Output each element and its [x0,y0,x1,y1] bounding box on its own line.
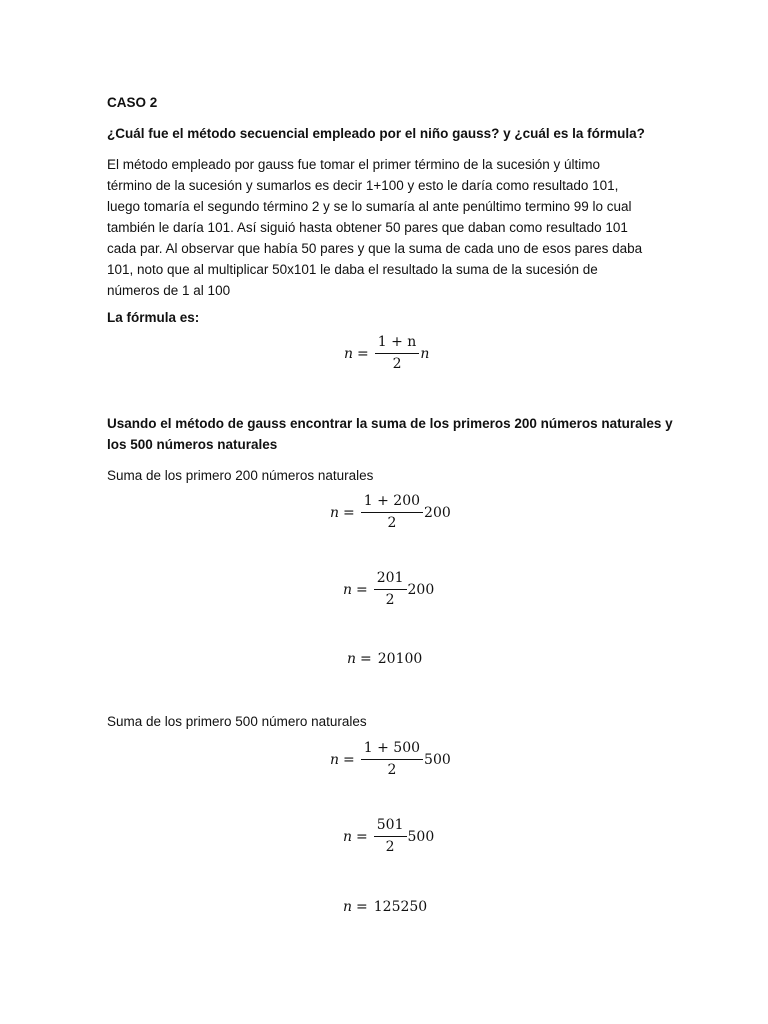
gauss-formula [344,334,429,373]
explanation-paragraph [107,154,667,301]
equals-sign: = [356,581,368,598]
formula-multiplier: n [420,345,430,362]
task-heading [107,413,673,455]
equation-lhs: n [330,504,340,521]
question-heading: ¿Cuál fue el método secuencial empleado por el niño gauss? y ¿cuál es la fórmula? [107,126,645,141]
equation-lhs: n [343,581,353,598]
formula-fraction [375,334,420,373]
equals-sign: = [356,899,368,915]
sum200-equation-step2 [343,570,434,609]
equation-lhs: n [343,828,353,845]
equation-lhs: n [343,899,353,915]
result-value: 20100 [377,651,423,667]
sum500-label: Suma de los primero 500 número naturales [107,714,367,729]
explanation-line: El método empleado por gauss fue tomar el primer término de la sucesión y último [107,157,600,172]
equation-multiplier: 500 [407,828,435,845]
fraction-numerator: 501 [374,817,407,837]
fraction-denominator: 2 [385,839,395,855]
sum200-equation-step1 [330,493,451,532]
explanation-line: 101, noto que al multiplicar 50x101 le daba el resultado la suma de la sucesión de [107,262,598,277]
fraction-numerator: 1 + 200 [361,493,423,513]
equation-multiplier: 200 [424,504,451,521]
equation-multiplier: 500 [424,751,451,768]
sum200-label: Suma de los primero 200 números naturales [107,468,374,483]
sum500-equation-step2 [343,817,434,856]
equation-fraction [361,740,423,779]
explanation-line: término de la sucesión y sumarlos es decir 1+100 y esto le daría como resultado 101, [107,178,619,193]
task-line: Usando el método de gauss encontrar la suma de los primeros 200 números naturales y [107,416,673,431]
fraction-numerator: 1 + n [375,334,420,354]
task-line: los 500 números naturales [107,437,278,452]
equals-sign: = [343,504,355,521]
equals-sign: = [343,751,355,768]
equation-lhs: n [347,651,357,667]
formula-lhs: n [344,345,354,362]
sum500-equation-step1 [330,740,451,779]
equation-fraction [361,493,423,532]
fraction-denominator: 2 [387,515,397,531]
case-title: CASO 2 [107,95,158,110]
formula-label: La fórmula es: [107,310,200,325]
explanation-line: también le daría 101. Así siguió hasta obtener 50 pares que daban como resultado 101 [107,220,628,235]
equation-multiplier: 200 [407,581,435,598]
explanation-line: números de 1 al 100 [107,283,231,298]
equals-sign: = [360,651,372,667]
equation-fraction [374,570,407,609]
fraction-denominator: 2 [387,762,397,778]
equals-sign: = [357,345,369,362]
sum200-result [347,651,422,667]
fraction-numerator: 201 [374,570,407,590]
equation-lhs: n [330,751,340,768]
result-value: 125250 [373,899,428,915]
equation-fraction [374,817,407,856]
explanation-line: cada par. Al observar que había 50 pares y que la suma de cada uno de esos pares daba [107,241,643,256]
fraction-denominator: 2 [385,592,395,608]
sum500-result [343,899,427,915]
fraction-numerator: 1 + 500 [361,740,423,760]
equals-sign: = [356,828,368,845]
fraction-denominator: 2 [392,356,402,372]
explanation-line: luego tomaría el segundo término 2 y se lo sumaría al ante penúltimo termino 99 lo cual [107,199,632,214]
